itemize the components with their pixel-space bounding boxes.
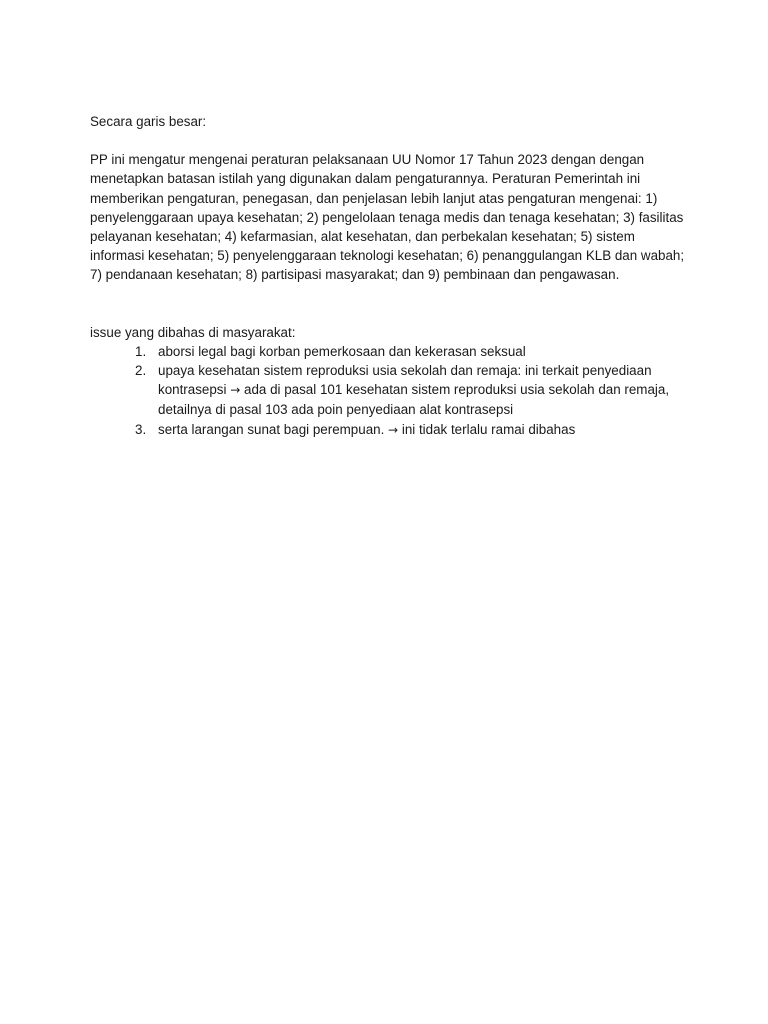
list-item-number: 1. xyxy=(135,343,147,359)
section-heading: Secara garis besar: xyxy=(90,114,207,129)
list-item-text: serta larangan sunat bagi perempuan. xyxy=(158,421,385,437)
summary-paragraph: PP ini mengatur mengenai peraturan pelaksanaan UU Nomor 17 Tahun 2023 dengan dengan menetapkan batasan istilah yang digunakan dalam pengaturannya. Peraturan Pemerintah ini memberikan pengaturan, penegasan, dan penjelasan lebih lanjut atas pengaturan mengenai: 1) penyelenggaraan upaya kesehatan; 2) pengelolaan tenaga medis dan tenaga kesehatan; 3) fasilitas pelayanan kesehatan; 4) kefarmasian, alat kesehatan, dan perbekalan kesehatan; 5) sistem informasi kesehatan; 5) penyelenggaraan teknologi kesehatan; 6) penanggulangan KLB dan wabah; 7) pendanaan kesehatan; 8) partisipasi masyarakat; dan 9) pembinaan dan pengawasan. xyxy=(90,152,685,283)
list-item-note: ini tidak terlalu ramai dibahas xyxy=(401,421,576,437)
list-item xyxy=(90,342,690,361)
arrow-right-icon: → xyxy=(230,383,241,398)
list-item-text: upaya kesehatan sistem reproduksi usia sekolah dan remaja: ini terkait penyediaan kontrasepsi xyxy=(158,363,652,398)
issues-list xyxy=(90,342,690,440)
list-item-note: ada di pasal 101 kesehatan sistem reproduksi usia sekolah dan remaja, detailnya di pasal 103 ada poin penyediaan alat kontrasepsi xyxy=(158,382,670,418)
issues-title: issue yang dibahas di masyarakat: xyxy=(90,324,296,340)
document-page xyxy=(90,112,690,440)
arrow-right-icon: → xyxy=(388,422,399,437)
list-item xyxy=(90,361,690,420)
list-item xyxy=(90,420,690,440)
list-item-number: 2. xyxy=(135,363,147,379)
list-item-number: 3. xyxy=(135,421,147,437)
list-item-text: aborsi legal bagi korban pemerkosaan dan kekerasan seksual xyxy=(158,343,526,359)
